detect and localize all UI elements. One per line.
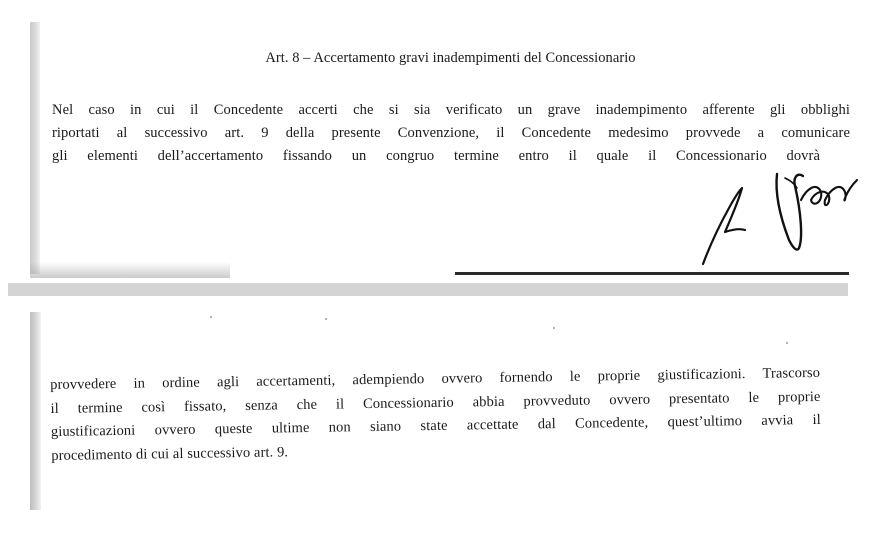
- scan-speck: [786, 342, 788, 344]
- paragraph-line: il termine così fissato, senza che il Concessionario abbia provveduto ovvero presentato le proprie: [50, 388, 821, 417]
- scan-speck: [325, 318, 327, 320]
- scan-edge: [30, 312, 41, 510]
- scan-shadow: [30, 262, 230, 278]
- paragraph-line: Nel caso in cui il Concedente accerti che si sia verificato un grave inadempimento afferente gli obblighi: [52, 102, 850, 118]
- handwritten-signature: [685, 152, 860, 270]
- paragraph-line: provvedere in ordine agli accertamenti, adempiendo ovvero fornendo le proprie giustificazioni. Trascorso: [50, 364, 821, 393]
- paragraph-line: giustificazioni ovvero queste ultime non siano state accettate dal Concedente, quest’ultimo avvia il: [50, 411, 821, 440]
- bottom-paragraph: [50, 362, 821, 468]
- bottom-page-scan: [0, 296, 883, 549]
- scan-speck: [210, 316, 212, 318]
- page-rule: [455, 272, 849, 275]
- page-divider: [8, 283, 848, 296]
- paragraph-line: procedimento di cui al successivo art. 9.: [51, 443, 289, 464]
- paragraph-line: riportati al successivo art. 9 della presente Convenzione, il Concedente medesimo provvede a comunicare: [52, 125, 850, 141]
- scan-speck: [553, 327, 555, 329]
- article-title: Art. 8 – Accertamento gravi inadempimenti del Concessionario: [265, 50, 636, 66]
- paragraph-line: gli elementi dell’accertamento fissando un congruo termine entro il quale il Concessionario dovrà: [52, 148, 820, 164]
